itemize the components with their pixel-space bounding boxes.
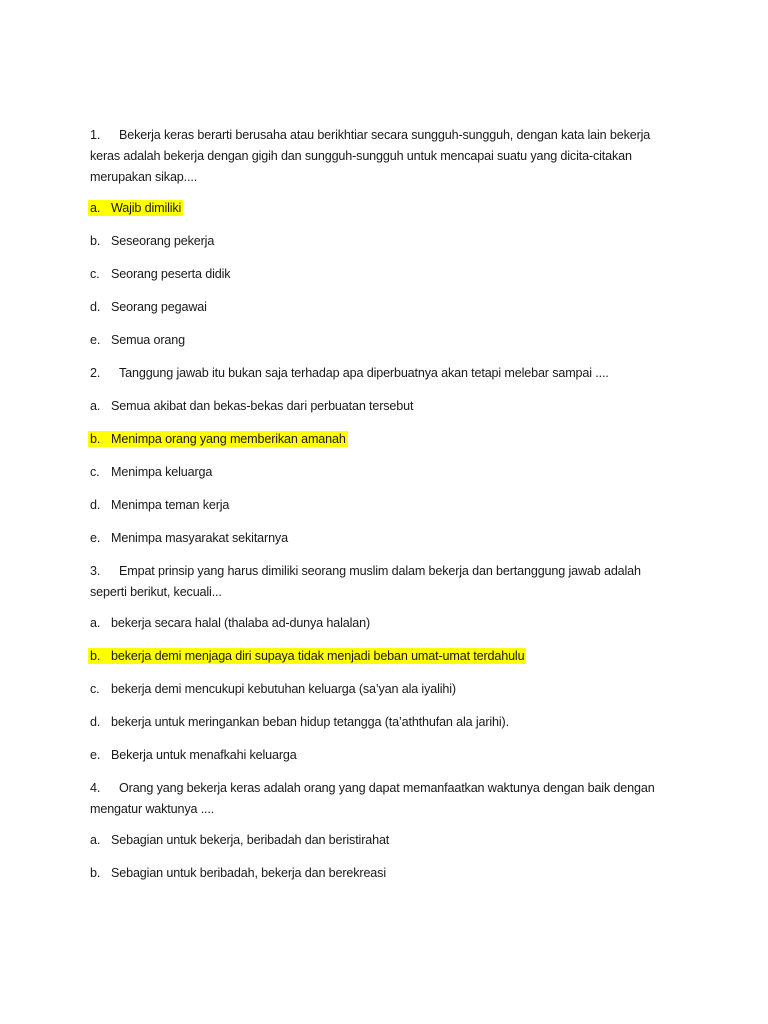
question-text: Orang yang bekerja keras adalah orang yang dapat memanfaatkan waktunya dengan baik dengan <box>119 781 655 795</box>
option-label: a. <box>90 616 101 630</box>
option-label: b. <box>90 649 101 663</box>
option-text: bekerja secara halal (thalaba ad-dunya halalan) <box>111 616 370 630</box>
option-label: d. <box>90 715 101 729</box>
question-1-line-3 <box>90 169 197 185</box>
question-text: keras adalah bekerja dengan gigih dan sungguh-sungguh untuk mencapai suatu yang dicita-citakan <box>90 149 632 163</box>
option-text: Bekerja untuk menafkahi keluarga <box>111 748 297 762</box>
option-text: Menimpa keluarga <box>111 465 213 479</box>
option-label: e. <box>90 333 101 347</box>
option-text: Seorang peserta didik <box>111 267 231 281</box>
q1-option-d <box>90 299 207 315</box>
question-text: mengatur waktunya .... <box>90 802 215 816</box>
question-text: Bekerja keras berarti berusaha atau berikhtiar secara sungguh-sungguh, dengan kata lain bekerja <box>119 128 651 142</box>
option-label: a. <box>90 399 101 413</box>
option-label: b. <box>90 234 101 248</box>
q3-option-a <box>90 615 370 631</box>
q4-option-b <box>90 865 386 881</box>
option-text: Semua orang <box>111 333 185 347</box>
option-label: a. <box>90 833 101 847</box>
option-label: b. <box>90 866 101 880</box>
question-text: Tanggung jawab itu bukan saja terhadap apa diperbuatnya akan tetapi melebar sampai .... <box>119 366 609 380</box>
option-label: e. <box>90 531 101 545</box>
question-4-line-1 <box>90 780 655 796</box>
question-4-line-2 <box>90 801 214 817</box>
q3-option-b <box>90 648 526 664</box>
option-label: a. <box>90 201 101 215</box>
question-3-line-2 <box>90 584 222 600</box>
q3-option-e <box>90 747 297 763</box>
question-1-line-2 <box>90 148 632 164</box>
question-1-line-1 <box>90 127 650 143</box>
option-label: d. <box>90 498 101 512</box>
option-label: e. <box>90 748 101 762</box>
option-text: Semua akibat dan bekas-bekas dari perbuatan tersebut <box>111 399 414 413</box>
q2-option-a <box>90 398 413 414</box>
option-label: d. <box>90 300 101 314</box>
q3-option-c <box>90 681 456 697</box>
q1-option-c <box>90 266 230 282</box>
option-text: Menimpa orang yang memberikan amanah <box>111 432 346 446</box>
q2-option-d <box>90 497 229 513</box>
question-text: seperti berikut, kecuali... <box>90 585 222 599</box>
question-number: 1. <box>90 128 101 142</box>
option-text: Seseorang pekerja <box>111 234 215 248</box>
question-3-line-1 <box>90 563 641 579</box>
option-text: bekerja demi menjaga diri supaya tidak menjadi beban umat-umat terdahulu <box>111 649 525 663</box>
question-number: 3. <box>90 564 101 578</box>
question-2-line-1 <box>90 365 609 381</box>
option-label: c. <box>90 267 100 281</box>
q1-option-b <box>90 233 214 249</box>
question-text: merupakan sikap.... <box>90 170 198 184</box>
option-text: Menimpa teman kerja <box>111 498 230 512</box>
q4-option-a <box>90 832 389 848</box>
q3-option-d <box>90 714 509 730</box>
option-text: Sebagian untuk bekerja, beribadah dan beristirahat <box>111 833 390 847</box>
question-number: 2. <box>90 366 101 380</box>
answer-highlight <box>88 431 348 447</box>
option-text: Wajib dimiliki <box>111 201 182 215</box>
option-text: Menimpa masyarakat sekitarnya <box>111 531 288 545</box>
option-text: Sebagian untuk beribadah, bekerja dan berekreasi <box>111 866 386 880</box>
q2-option-e <box>90 530 288 546</box>
option-label: b. <box>90 432 101 446</box>
q1-option-e <box>90 332 185 348</box>
option-text: bekerja untuk meringankan beban hidup tetangga (ta’aththufan ala jarihi). <box>111 715 509 729</box>
q1-option-a <box>90 200 183 216</box>
question-number: 4. <box>90 781 101 795</box>
option-label: c. <box>90 682 100 696</box>
question-text: Empat prinsip yang harus dimiliki seorang muslim dalam bekerja dan bertanggung jawab adalah <box>119 564 641 578</box>
option-label: c. <box>90 465 100 479</box>
q2-option-b <box>90 431 348 447</box>
option-text: bekerja demi mencukupi kebutuhan keluarga (sa’yan ala iyalihi) <box>111 682 456 696</box>
answer-highlight <box>88 648 526 664</box>
answer-highlight <box>88 200 183 216</box>
option-text: Seorang pegawai <box>111 300 207 314</box>
q2-option-c <box>90 464 212 480</box>
